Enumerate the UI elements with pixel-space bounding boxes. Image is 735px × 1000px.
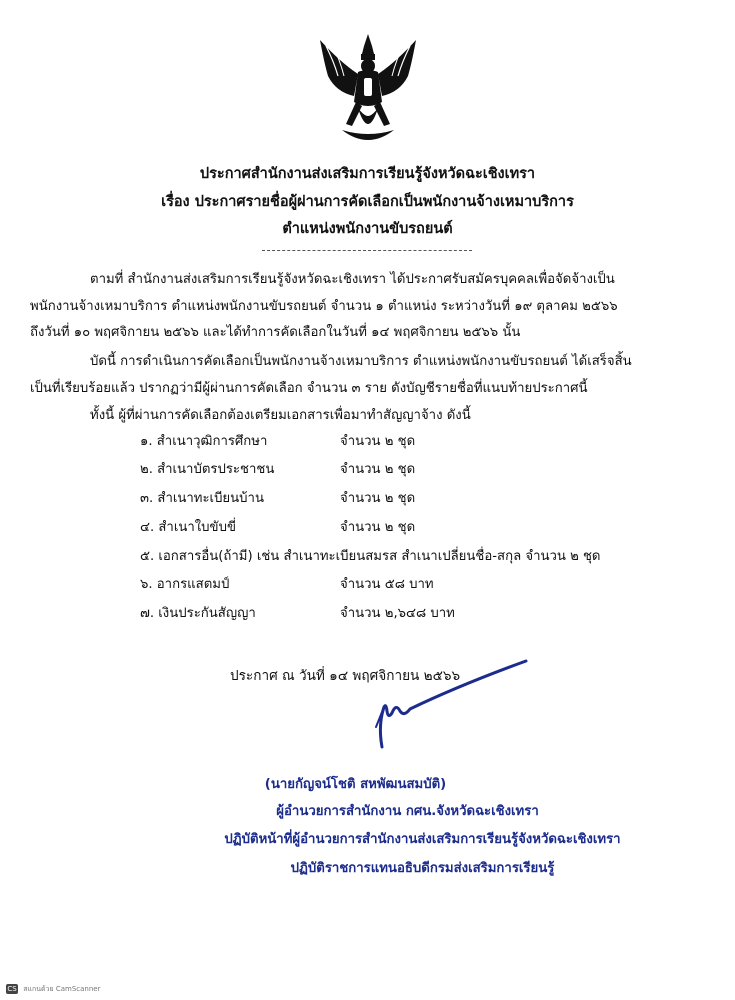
garuda-emblem-icon <box>312 32 424 150</box>
list-item-quantity: จำนวน ๒,๖๔๘ บาท <box>340 606 455 621</box>
signatory-position-1: ผู้อำนวยการสำนักงาน กศน.จังหวัดฉะเชิงเทรา <box>276 804 539 819</box>
heading-agency: ประกาศสำนักงานส่งเสริมการเรียนรู้จังหวัดฉะเชิงเทรา <box>199 166 536 182</box>
signatory-name: (นายกัญจน์โชติ สหพัฒนสมบัติ) <box>264 777 447 792</box>
list-item-quantity: จำนวน ๒ ชุด <box>340 434 416 449</box>
list-item-label: ๒. สำเนาบัตรประชาชน <box>140 462 275 477</box>
paragraph-1-line-1: ตามที่ สำนักงานส่งเสริมการเรียนรู้จังหวัดฉะเชิงเทรา ได้ประกาศรับสมัครบุคคลเพื่อจัดจ้างเป็น <box>90 272 615 287</box>
scanner-watermark-text: สแกนด้วย CamScanner <box>23 985 101 993</box>
camscanner-icon: CS <box>7 985 17 993</box>
heading-position: ตำแหน่งพนักงานขับรถยนต์ <box>282 221 453 237</box>
paragraph-1-line-3: ถึงวันที่ ๑๐ พฤศจิกายน ๒๕๖๖ และได้ทำการคัดเลือกในวันที่ ๑๔ พฤศจิกายน ๒๕๖๖ นั้น <box>30 325 521 340</box>
list-item-label: ๗. เงินประกันสัญญา <box>140 606 256 621</box>
list-item-label: ๑. สำเนาวุฒิการศึกษา <box>140 434 268 449</box>
list-item-label: ๔. สำเนาใบขับขี่ <box>140 520 236 535</box>
paragraph-2-line-2: เป็นที่เรียบร้อยแล้ว ปรากฏว่ามีผู้ผ่านการคัดเลือก จำนวน ๓ ราย ดังบัญชีรายชื่อที่แนบท้ายประกาศนี้ <box>30 381 588 396</box>
title-divider <box>262 250 472 251</box>
list-item-quantity: จำนวน ๒ ชุด <box>340 491 416 506</box>
heading-subject: เรื่อง ประกาศรายชื่อผู้ผ่านการคัดเลือกเป็นพนักงานจ้างเหมาบริการ <box>161 194 574 210</box>
list-item-label: ๕. เอกสารอื่น(ถ้ามี) เช่น สำเนาทะเบียนสมรส สำเนาเปลี่ยนชื่อ-สกุล จำนวน ๒ ชุด <box>140 549 601 564</box>
paragraph-1-line-2: พนักงานจ้างเหมาบริการ ตำแหน่งพนักงานขับรถยนต์ จำนวน ๑ ตำแหน่ง ระหว่างวันที่ ๑๙ ตุลาคม ๒๕๖๖ <box>30 299 618 314</box>
list-item-quantity: จำนวน ๕๘ บาท <box>340 577 434 592</box>
paragraph-2-line-1: บัดนี้ การดำเนินการคัดเลือกเป็นพนักงานจ้างเหมาบริการ ตำแหน่งพนักงานขับรถยนต์ ได้เสร็จสิ้น <box>90 354 632 369</box>
list-item-quantity: จำนวน ๒ ชุด <box>340 520 416 535</box>
list-item-label: ๓. สำเนาทะเบียนบ้าน <box>140 491 264 506</box>
signature-icon <box>340 655 540 755</box>
signatory-position-3: ปฏิบัติราชการแทนอธิบดีกรมส่งเสริมการเรียนรู้ <box>290 861 555 876</box>
signatory-position-2: ปฏิบัติหน้าที่ผู้อำนวยการสำนักงานส่งเสริมการเรียนรู้จังหวัดฉะเชิงเทรา <box>224 832 621 847</box>
paragraph-3-line-1: ทั้งนี้ ผู้ที่ผ่านการคัดเลือกต้องเตรียมเอกสารเพื่อมาทำสัญญาจ้าง ดังนี้ <box>90 408 471 423</box>
scanner-watermark <box>6 984 100 995</box>
list-item-label: ๖. อากรแสตมป์ <box>140 577 230 592</box>
announcement-date: ประกาศ ณ วันที่ ๑๔ พฤศจิกายน ๒๕๖๖ <box>230 668 461 684</box>
list-item-quantity: จำนวน ๒ ชุด <box>340 462 416 477</box>
